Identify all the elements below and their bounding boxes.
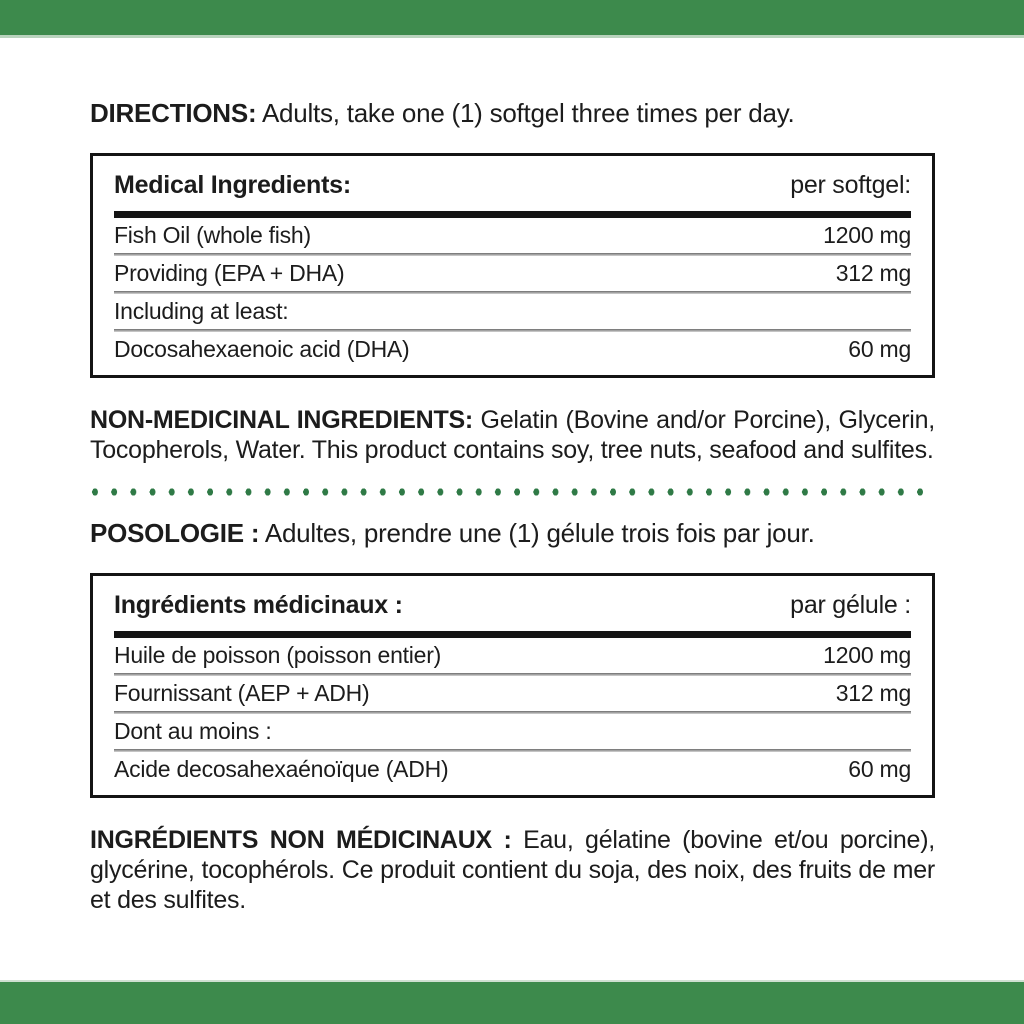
row-name: Fournissant (AEP + ADH) — [114, 680, 370, 706]
medicinal-table-fr-header — [114, 576, 911, 631]
table-row — [114, 332, 911, 367]
row-amount: 1200 mg — [823, 222, 911, 248]
medical-table-header — [114, 156, 911, 211]
medical-table-title: Medical Ingredients: — [114, 171, 351, 199]
row-name: Huile de poisson (poisson entier) — [114, 642, 442, 668]
dotted-separator — [90, 487, 935, 497]
table-row — [114, 714, 911, 749]
table-row — [114, 256, 911, 291]
row-name: Providing (EPA + DHA) — [114, 260, 345, 286]
row-name: Dont au moins : — [114, 718, 272, 744]
medicinal-table-fr-unit-header: par gélule : — [790, 591, 911, 619]
table-row — [114, 676, 911, 711]
label-content — [0, 38, 1024, 915]
medical-table-unit-header: per softgel: — [790, 171, 911, 199]
medicinal-table-fr-title: Ingrédients médicinaux : — [114, 591, 403, 619]
row-name: Docosahexaenoic acid (DHA) — [114, 336, 410, 362]
table-row — [114, 638, 911, 673]
table-row — [114, 294, 911, 329]
header-rule — [114, 631, 911, 638]
row-amount: 1200 mg — [823, 642, 911, 668]
row-amount: 60 mg — [848, 336, 911, 362]
row-name: Fish Oil (whole fish) — [114, 222, 311, 248]
non-medicinal-text: Gelatin (Bovine and/or Porcine), Glycerin, Tocopherols, Water. This product contains soy, tree nuts, seafood and sulfites. — [90, 406, 935, 464]
row-amount: 312 mg — [835, 680, 911, 706]
non-medicinal-fr-label: INGRÉDIENTS NON MÉDICINAUX : — [90, 826, 512, 854]
row-amount: 60 mg — [848, 756, 911, 782]
posologie-line — [90, 518, 935, 549]
non-medicinal-label: NON-MEDICINAL INGREDIENTS: — [90, 406, 473, 434]
directions-label: DIRECTIONS: — [90, 98, 257, 128]
row-name: Including at least: — [114, 298, 289, 324]
bottom-green-bar — [0, 980, 1024, 1024]
posologie-label: POSOLOGIE : — [90, 518, 260, 548]
directions-text: Adults, take one (1) softgel three times per day. — [261, 98, 795, 128]
table-row — [114, 218, 911, 253]
medical-ingredients-table — [90, 153, 935, 378]
posologie-text: Adultes, prendre une (1) gélule trois fois par jour. — [264, 518, 815, 548]
medicinal-ingredients-table-fr — [90, 573, 935, 798]
header-rule — [114, 211, 911, 218]
row-name: Acide decosahexaénoïque (ADH) — [114, 756, 449, 782]
non-medicinal-paragraph — [90, 405, 935, 465]
table-row — [114, 752, 911, 787]
top-green-bar — [0, 0, 1024, 38]
non-medicinal-paragraph-fr — [90, 825, 935, 915]
row-amount: 312 mg — [835, 260, 911, 286]
directions-line — [90, 98, 935, 129]
non-medicinal-fr-text: Eau, gélatine (bovine et/ou porcine), glycérine, tocophérols. Ce produit contient du soja, des noix, des fruits de mer et des sulfites. — [90, 826, 935, 914]
